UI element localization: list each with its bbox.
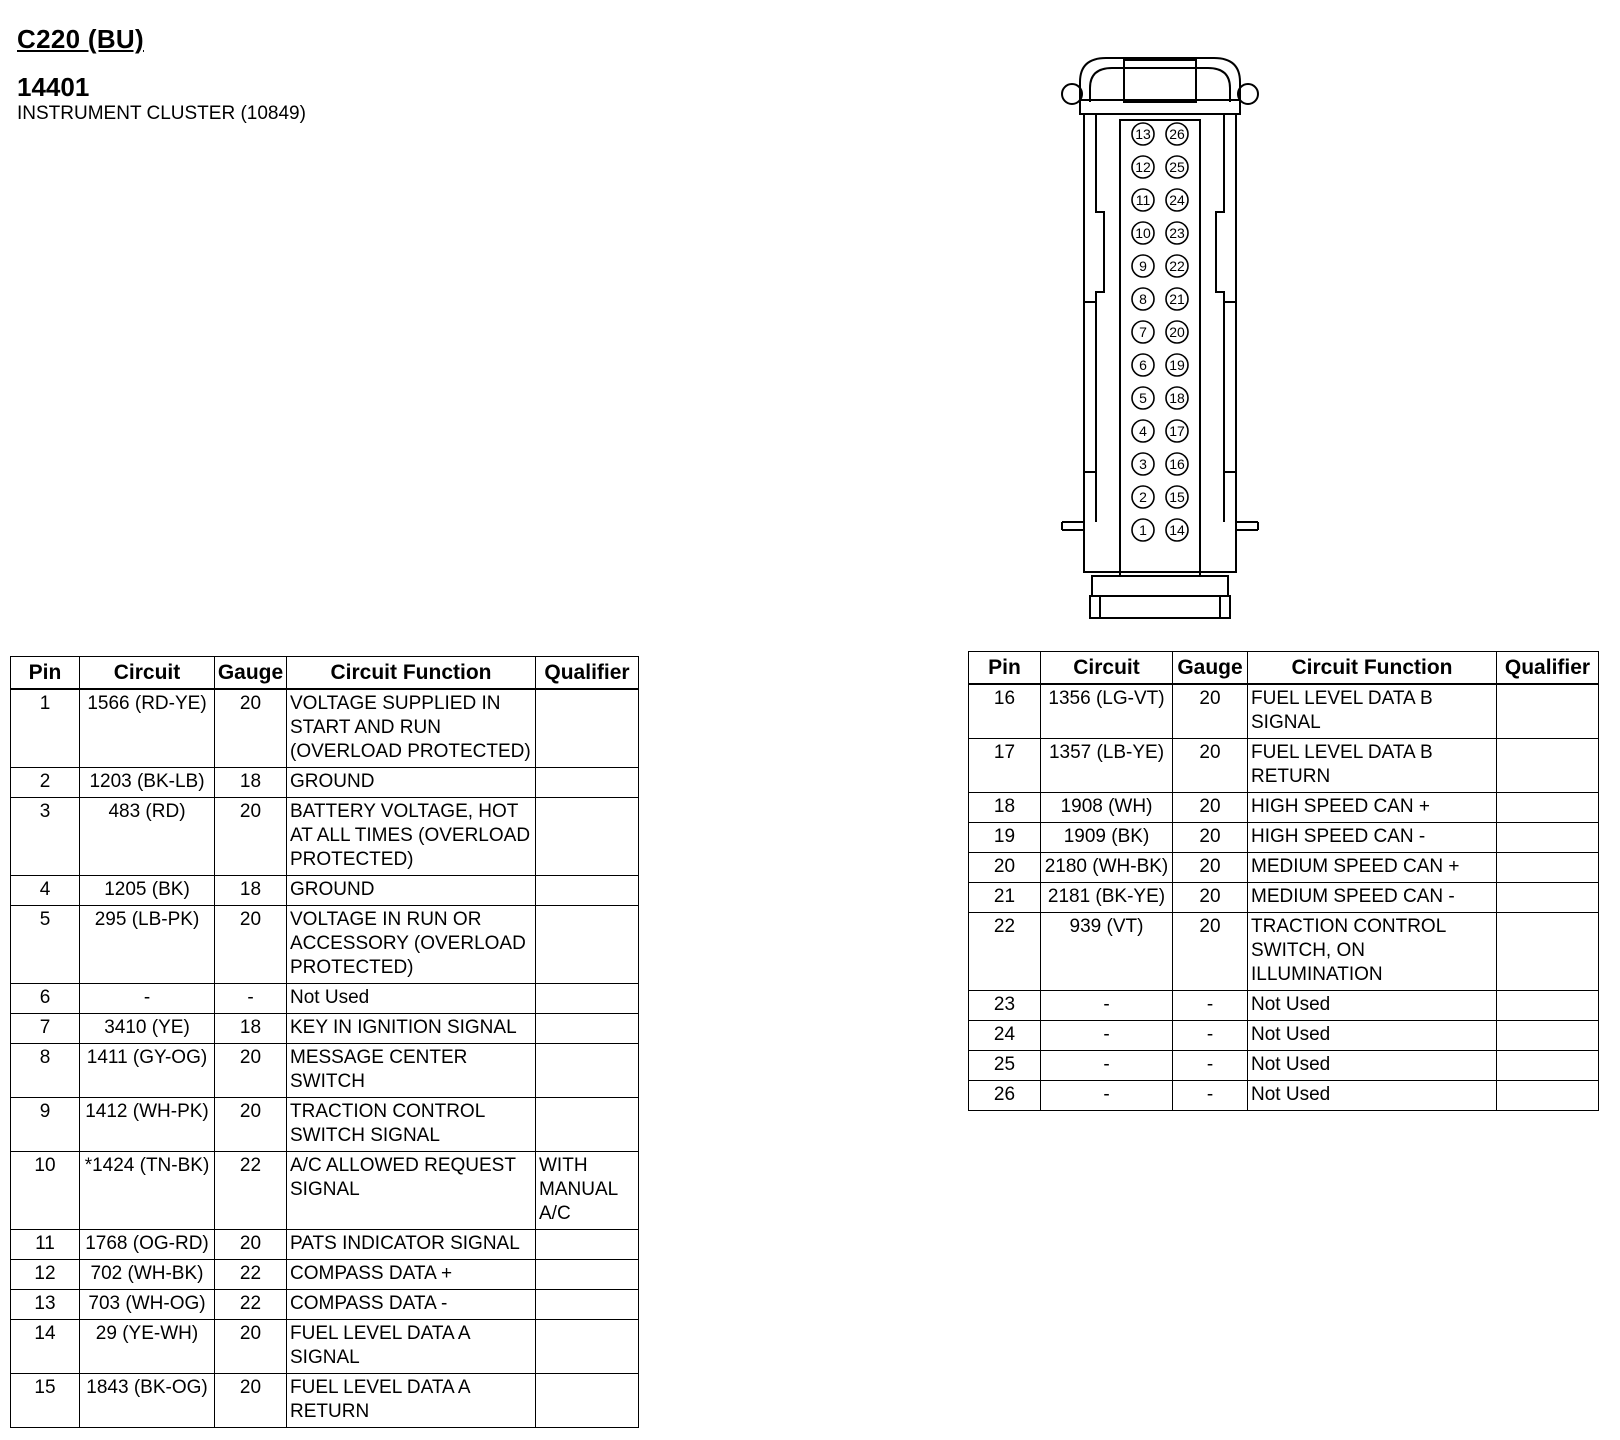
table-row [11, 1290, 639, 1320]
pin-number-label: 6 [1139, 357, 1147, 373]
circuit-cell: 483 (RD) [80, 798, 215, 876]
pin-number-label: 13 [1135, 126, 1151, 142]
pin-cell: 16 [969, 684, 1041, 739]
gauge-cell: 20 [215, 1320, 287, 1374]
gauge-cell: 20 [215, 689, 287, 768]
table-row [969, 739, 1599, 793]
pin-cell: 10 [11, 1152, 80, 1230]
qualifier-cell [536, 1320, 639, 1374]
pin-cell: 8 [11, 1044, 80, 1098]
gauge-cell: 22 [215, 1260, 287, 1290]
pin-number-label: 23 [1169, 225, 1185, 241]
circuit-cell: 1908 (WH) [1041, 793, 1173, 823]
circuit-cell: - [1041, 1021, 1173, 1051]
table-row [11, 768, 639, 798]
gauge-cell: 20 [1173, 739, 1248, 793]
pin-cell: 17 [969, 739, 1041, 793]
table-row [11, 1320, 639, 1374]
gauge-cell: - [1173, 1081, 1248, 1111]
qualifier-cell [536, 1014, 639, 1044]
pin-number-label: 24 [1169, 192, 1185, 208]
part-number: 14401 [17, 72, 90, 102]
function-cell: MESSAGE CENTER SWITCH [287, 1044, 536, 1098]
qualifier-cell [1497, 793, 1599, 823]
circuit-cell: - [80, 984, 215, 1014]
pin-cell: 14 [11, 1320, 80, 1374]
function-cell: GROUND [287, 768, 536, 798]
pin-cell: 7 [11, 1014, 80, 1044]
circuit-cell: *1424 (TN-BK) [80, 1152, 215, 1230]
pin-number-label: 8 [1139, 291, 1147, 307]
qualifier-cell [536, 1230, 639, 1260]
table-row [969, 684, 1599, 739]
pin-column-right [1166, 123, 1188, 541]
qualifier-cell [536, 1374, 639, 1428]
qualifier-cell [536, 689, 639, 768]
header-circuit: Circuit [1041, 652, 1173, 685]
pin-cell: 11 [11, 1230, 80, 1260]
qualifier-cell [536, 768, 639, 798]
table-row [11, 798, 639, 876]
circuit-cell: 1412 (WH-PK) [80, 1098, 215, 1152]
pin-number-label: 11 [1135, 192, 1151, 208]
function-cell: VOLTAGE IN RUN OR ACCESSORY (OVERLOAD PROTECTED) [287, 906, 536, 984]
gauge-cell: 20 [1173, 883, 1248, 913]
pinout-table-left [10, 656, 639, 1428]
circuit-cell: 2181 (BK-YE) [1041, 883, 1173, 913]
table-row [11, 1098, 639, 1152]
pin-cell: 21 [969, 883, 1041, 913]
circuit-cell: 29 (YE-WH) [80, 1320, 215, 1374]
gauge-cell: 18 [215, 876, 287, 906]
pin-cell: 20 [969, 853, 1041, 883]
function-cell: MEDIUM SPEED CAN - [1248, 883, 1497, 913]
circuit-cell: 1411 (GY-OG) [80, 1044, 215, 1098]
pin-number-label: 5 [1139, 390, 1147, 406]
pin-number-label: 3 [1139, 456, 1147, 472]
qualifier-cell [1497, 1021, 1599, 1051]
pin-cell: 15 [11, 1374, 80, 1428]
table-row [11, 1260, 639, 1290]
pin-number-label: 22 [1169, 258, 1185, 274]
pin-number-label: 4 [1139, 423, 1147, 439]
circuit-cell: 1768 (OG-RD) [80, 1230, 215, 1260]
gauge-cell: 20 [1173, 853, 1248, 883]
qualifier-cell [536, 906, 639, 984]
function-cell: FUEL LEVEL DATA B SIGNAL [1248, 684, 1497, 739]
function-cell: FUEL LEVEL DATA B RETURN [1248, 739, 1497, 793]
pin-cell: 18 [969, 793, 1041, 823]
gauge-cell: 20 [215, 1374, 287, 1428]
function-cell: TRACTION CONTROL SWITCH SIGNAL [287, 1098, 536, 1152]
gauge-cell: 20 [1173, 793, 1248, 823]
qualifier-cell [1497, 684, 1599, 739]
table-row [11, 1230, 639, 1260]
function-cell: BATTERY VOLTAGE, HOT AT ALL TIMES (OVERLOAD PROTECTED) [287, 798, 536, 876]
pin-number-label: 25 [1169, 159, 1185, 175]
function-cell: FUEL LEVEL DATA A RETURN [287, 1374, 536, 1428]
function-cell: HIGH SPEED CAN - [1248, 823, 1497, 853]
qualifier-cell [1497, 853, 1599, 883]
pin-column-left [1132, 123, 1154, 541]
pin-number-label: 2 [1139, 489, 1147, 505]
circuit-cell: 1357 (LB-YE) [1041, 739, 1173, 793]
table-row [11, 1152, 639, 1230]
table-row [969, 1081, 1599, 1111]
qualifier-cell [536, 798, 639, 876]
pin-number-label: 12 [1135, 159, 1151, 175]
pin-number-label: 18 [1169, 390, 1185, 406]
circuit-cell: 702 (WH-BK) [80, 1260, 215, 1290]
pin-cell: 13 [11, 1290, 80, 1320]
pin-cell: 22 [969, 913, 1041, 991]
header-qualifier: Qualifier [1497, 652, 1599, 685]
pin-cell: 5 [11, 906, 80, 984]
pin-cell: 24 [969, 1021, 1041, 1051]
header-circuit: Circuit [80, 657, 215, 690]
pin-number-label: 26 [1169, 126, 1185, 142]
qualifier-cell: WITH MANUAL A/C [536, 1152, 639, 1230]
circuit-cell: - [1041, 1051, 1173, 1081]
header-function: Circuit Function [287, 657, 536, 690]
connector-title: C220 (BU) [17, 24, 144, 54]
function-cell: VOLTAGE SUPPLIED IN START AND RUN (OVERLOAD PROTECTED) [287, 689, 536, 768]
table-row [969, 1021, 1599, 1051]
pin-number-label: 9 [1139, 258, 1147, 274]
pin-cell: 25 [969, 1051, 1041, 1081]
gauge-cell: 20 [1173, 913, 1248, 991]
pin-cell: 9 [11, 1098, 80, 1152]
table-row [11, 906, 639, 984]
circuit-cell: 3410 (YE) [80, 1014, 215, 1044]
header-function: Circuit Function [1248, 652, 1497, 685]
qualifier-cell [1497, 739, 1599, 793]
function-cell: Not Used [1248, 1081, 1497, 1111]
pin-number-label: 20 [1169, 324, 1185, 340]
pin-cell: 23 [969, 991, 1041, 1021]
header-gauge: Gauge [215, 657, 287, 690]
pin-number-label: 1 [1139, 522, 1147, 538]
table-row [11, 1374, 639, 1428]
circuit-cell: - [1041, 1081, 1173, 1111]
table-header-row [11, 657, 639, 690]
table-header-row [969, 652, 1599, 685]
function-cell: Not Used [1248, 991, 1497, 1021]
pin-number-label: 16 [1169, 456, 1185, 472]
gauge-cell: 18 [215, 768, 287, 798]
table-row [11, 1014, 639, 1044]
qualifier-cell [536, 1098, 639, 1152]
pin-number-label: 19 [1169, 357, 1185, 373]
function-cell: COMPASS DATA - [287, 1290, 536, 1320]
gauge-cell: 20 [1173, 684, 1248, 739]
pin-number-label: 21 [1169, 291, 1185, 307]
pin-cell: 19 [969, 823, 1041, 853]
circuit-cell: 1356 (LG-VT) [1041, 684, 1173, 739]
gauge-cell: 20 [215, 1044, 287, 1098]
circuit-cell: 2180 (WH-BK) [1041, 853, 1173, 883]
qualifier-cell [1497, 823, 1599, 853]
qualifier-cell [1497, 883, 1599, 913]
circuit-cell: - [1041, 991, 1173, 1021]
circuit-cell: 295 (LB-PK) [80, 906, 215, 984]
header-gauge: Gauge [1173, 652, 1248, 685]
table-row [11, 984, 639, 1014]
connector-face-diagram [1060, 52, 1260, 622]
table-row [969, 913, 1599, 991]
function-cell: KEY IN IGNITION SIGNAL [287, 1014, 536, 1044]
pin-cell: 2 [11, 768, 80, 798]
table-row [969, 883, 1599, 913]
table-row [969, 1051, 1599, 1081]
pin-cell: 12 [11, 1260, 80, 1290]
table-row [969, 793, 1599, 823]
function-cell: HIGH SPEED CAN + [1248, 793, 1497, 823]
header-qualifier: Qualifier [536, 657, 639, 690]
function-cell: MEDIUM SPEED CAN + [1248, 853, 1497, 883]
pin-number-label: 10 [1135, 225, 1151, 241]
pin-cell: 6 [11, 984, 80, 1014]
gauge-cell: 20 [215, 798, 287, 876]
pin-cell: 3 [11, 798, 80, 876]
qualifier-cell [536, 984, 639, 1014]
gauge-cell: - [1173, 1051, 1248, 1081]
function-cell: TRACTION CONTROL SWITCH, ON ILLUMINATION [1248, 913, 1497, 991]
qualifier-cell [1497, 991, 1599, 1021]
qualifier-cell [536, 876, 639, 906]
table-row [969, 991, 1599, 1021]
gauge-cell: 22 [215, 1152, 287, 1230]
qualifier-cell [536, 1044, 639, 1098]
qualifier-cell [536, 1290, 639, 1320]
gauge-cell: 20 [215, 906, 287, 984]
function-cell: COMPASS DATA + [287, 1260, 536, 1290]
function-cell: FUEL LEVEL DATA A SIGNAL [287, 1320, 536, 1374]
circuit-cell: 703 (WH-OG) [80, 1290, 215, 1320]
circuit-cell: 1205 (BK) [80, 876, 215, 906]
table-row [11, 689, 639, 768]
gauge-cell: 20 [215, 1098, 287, 1152]
circuit-cell: 1566 (RD-YE) [80, 689, 215, 768]
gauge-cell: 20 [215, 1230, 287, 1260]
qualifier-cell [1497, 1051, 1599, 1081]
gauge-cell: 22 [215, 1290, 287, 1320]
circuit-cell: 1843 (BK-OG) [80, 1374, 215, 1428]
pin-cell: 1 [11, 689, 80, 768]
component-description: INSTRUMENT CLUSTER (10849) [17, 103, 306, 124]
pin-number-label: 14 [1169, 522, 1185, 538]
function-cell: Not Used [287, 984, 536, 1014]
qualifier-cell [1497, 1081, 1599, 1111]
function-cell: GROUND [287, 876, 536, 906]
qualifier-cell [536, 1260, 639, 1290]
gauge-cell: 18 [215, 1014, 287, 1044]
pin-cell: 4 [11, 876, 80, 906]
circuit-cell: 1909 (BK) [1041, 823, 1173, 853]
qualifier-cell [1497, 913, 1599, 991]
function-cell: A/C ALLOWED REQUEST SIGNAL [287, 1152, 536, 1230]
table-row [11, 876, 639, 906]
function-cell: Not Used [1248, 1051, 1497, 1081]
circuit-cell: 939 (VT) [1041, 913, 1173, 991]
table-row [11, 1044, 639, 1098]
table-row [969, 823, 1599, 853]
pin-cell: 26 [969, 1081, 1041, 1111]
gauge-cell: - [215, 984, 287, 1014]
table-row [969, 853, 1599, 883]
gauge-cell: 20 [1173, 823, 1248, 853]
header-pin: Pin [969, 652, 1041, 685]
circuit-cell: 1203 (BK-LB) [80, 768, 215, 798]
pin-number-label: 15 [1169, 489, 1185, 505]
pin-number-label: 7 [1139, 324, 1147, 340]
pin-number-label: 17 [1169, 423, 1185, 439]
pinout-table-right [968, 651, 1599, 1111]
header-pin: Pin [11, 657, 80, 690]
function-cell: Not Used [1248, 1021, 1497, 1051]
gauge-cell: - [1173, 991, 1248, 1021]
function-cell: PATS INDICATOR SIGNAL [287, 1230, 536, 1260]
gauge-cell: - [1173, 1021, 1248, 1051]
